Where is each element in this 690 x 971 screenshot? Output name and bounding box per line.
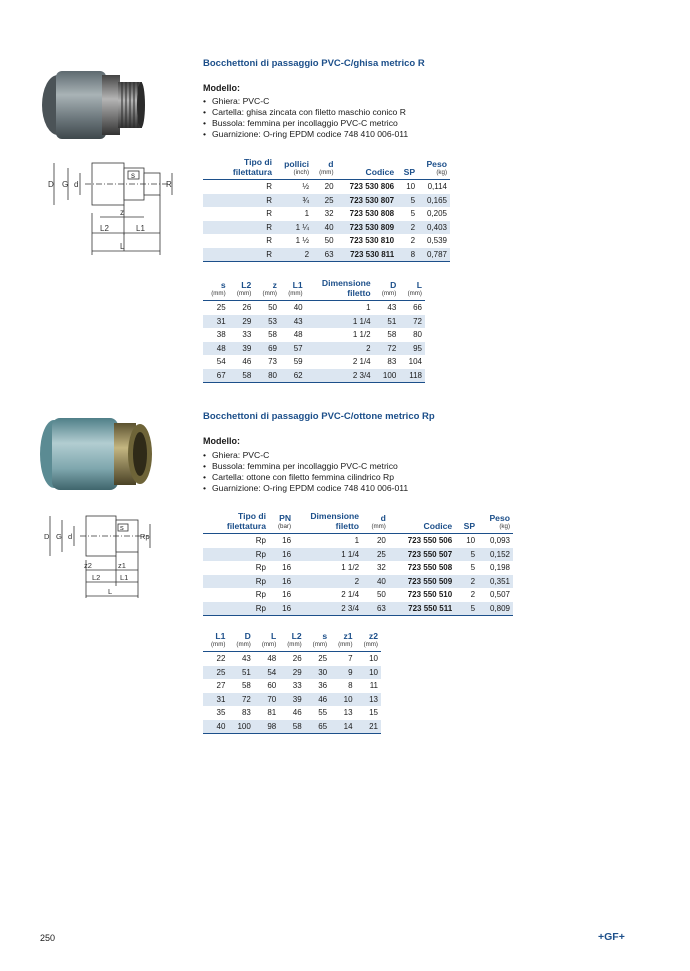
table-cell: 58	[241, 681, 251, 690]
col-header: d (mm)	[312, 157, 337, 180]
table-row	[203, 180, 450, 194]
table-cell: 10	[356, 666, 381, 680]
table-cell: 16	[282, 536, 292, 545]
table-cell: 2	[470, 590, 476, 599]
table-cell: 1 1/2	[341, 563, 360, 572]
table-cell: 0,152	[478, 548, 513, 562]
table-cell: 29	[279, 666, 304, 680]
table-cell: 2	[306, 342, 374, 356]
col-header: pollici (inch)	[275, 157, 312, 180]
table-cell: 2	[294, 575, 362, 589]
col-header: L2 (mm)	[229, 278, 255, 301]
table-cell: 8	[348, 681, 353, 690]
table-cell: 723 550 507	[389, 548, 455, 562]
table-cell: 43	[241, 654, 251, 663]
table-cell: 10	[466, 536, 476, 545]
table-cell: 15	[369, 708, 378, 717]
table-cell: 22	[216, 654, 226, 663]
col-header: Tipo di filettatura	[203, 157, 275, 180]
table-row	[203, 666, 381, 680]
table-cell: 25	[216, 303, 226, 312]
table-cell: 26	[292, 654, 302, 663]
table-cell: 723 550 511	[389, 602, 455, 616]
table-cell: 2 1/4	[352, 357, 371, 366]
table-row	[203, 342, 425, 356]
table-cell: 53	[254, 315, 280, 329]
bullet-item: • Guarnizione: O-ring EPDM codice 748 410 006-011	[203, 129, 408, 140]
label-L: L	[108, 587, 113, 596]
table-cell: 80	[254, 369, 280, 383]
section-title: Bocchettoni di passaggio PVC-C/ghisa metrico R	[203, 58, 425, 69]
table-cell: 25	[362, 548, 389, 562]
table-cell: 43	[280, 315, 306, 329]
table-cell: 0,539	[426, 236, 447, 245]
table-cell: 723 530 810	[349, 236, 395, 245]
col-header: z2 (mm)	[356, 631, 381, 652]
table-cell: 2 3/4	[306, 369, 374, 383]
table-cell: 29	[229, 315, 255, 329]
col-header: L (mm)	[399, 278, 425, 301]
table-cell: 13	[343, 708, 353, 717]
table-row	[203, 534, 513, 548]
table-cell: 723 530 807	[337, 194, 398, 208]
table-cell: 723 550 506	[407, 536, 453, 545]
label-L: L	[120, 242, 125, 251]
col-header: L1 (mm)	[280, 278, 306, 301]
table-cell: 62	[280, 369, 306, 383]
table-cell: 32	[324, 209, 334, 218]
label-z2: z2	[84, 561, 92, 570]
table-cell: 1 ½	[295, 236, 310, 245]
table-cell: 5	[397, 194, 418, 208]
table-cell: 31	[203, 315, 229, 329]
table-cell: 0,351	[478, 575, 513, 589]
table-cell: 2	[410, 236, 416, 245]
table-cell: ¾	[275, 194, 312, 208]
table-cell: 1 ¼	[275, 221, 312, 235]
bullet-item: • Guarnizione: O-ring EPDM codice 748 410 006-011	[203, 483, 408, 494]
table-cell: 10	[406, 182, 416, 191]
table-cell: R	[266, 236, 272, 245]
table-cell: 2	[275, 248, 312, 262]
table-cell: ½	[302, 182, 310, 191]
label-L2: L2	[92, 573, 101, 582]
label-G: G	[56, 532, 62, 541]
table-row	[203, 561, 513, 575]
table-cell: 11	[369, 681, 378, 690]
table-cell: 5	[455, 548, 478, 562]
table-cell: 32	[376, 563, 386, 572]
table-cell: 67	[203, 369, 229, 383]
table-cell: 0,198	[489, 563, 510, 572]
table-cell: 54	[216, 357, 226, 366]
col-header: L (mm)	[254, 631, 279, 652]
table-cell: 63	[312, 248, 337, 262]
table-cell: 5	[410, 209, 416, 218]
table-cell: 46	[242, 357, 252, 366]
table-cell: 48	[293, 330, 303, 339]
technical-drawing-1	[40, 155, 190, 260]
table-cell: 72	[228, 693, 253, 707]
table-row	[203, 355, 425, 369]
section-title: Bocchettoni di passaggio PVC-C/ottone metrico Rp	[203, 411, 435, 422]
col-header: Codice	[337, 157, 398, 180]
table-cell: 9	[330, 666, 355, 680]
col-header: Codice	[389, 511, 455, 534]
table-row	[203, 315, 425, 329]
table-row	[203, 679, 381, 693]
table-cell: 46	[292, 708, 302, 717]
table-cell: 20	[324, 182, 334, 191]
table-row	[203, 328, 425, 342]
label-d: d	[68, 532, 73, 541]
table-cell: 40	[362, 575, 389, 589]
table-cell: 50	[324, 236, 334, 245]
table-cell: 73	[268, 357, 277, 366]
table-cell: R	[203, 194, 275, 208]
label-d: d	[74, 180, 79, 189]
table-cell: 723 530 811	[337, 248, 398, 262]
table-cell: 100	[374, 369, 400, 383]
table-cell: 31	[203, 693, 228, 707]
table-cell: 72	[374, 342, 400, 356]
table-cell: 16	[269, 548, 294, 562]
table-cell: 5	[455, 602, 478, 616]
table-row	[203, 207, 450, 221]
col-header: Peso (kg)	[418, 157, 450, 180]
table-cell: 1 1/4	[294, 548, 362, 562]
dimension-table-2	[203, 631, 381, 734]
col-header: d (mm)	[362, 511, 389, 534]
col-header: Dimensione filetto	[306, 278, 374, 301]
table-cell: 5	[470, 563, 476, 572]
table-row	[203, 369, 425, 383]
table-cell: R	[203, 221, 275, 235]
table-cell: 51	[374, 315, 400, 329]
table-cell: 10	[369, 654, 378, 663]
label-G: G	[62, 180, 69, 189]
table-cell: Rp	[203, 548, 269, 562]
table-cell: 38	[216, 330, 226, 339]
table-cell: 54	[254, 666, 279, 680]
table-cell: 48	[267, 654, 277, 663]
table-cell: 16	[282, 563, 292, 572]
table-cell: Rp	[255, 563, 266, 572]
table-cell: 40	[293, 303, 303, 312]
table-cell: 40	[312, 221, 337, 235]
table-cell: 1	[304, 209, 310, 218]
col-header: Peso (kg)	[478, 511, 513, 534]
table-cell: 83	[387, 357, 397, 366]
label-Rp: Rp	[140, 532, 150, 541]
table-cell: 81	[267, 708, 277, 717]
table-cell: 58	[229, 369, 255, 383]
table-cell: 55	[318, 708, 328, 717]
model-heading: Modello:	[203, 436, 240, 446]
table-cell: 72	[399, 315, 425, 329]
table-row	[203, 248, 450, 262]
table-cell: R	[266, 209, 272, 218]
table-cell: 104	[408, 357, 422, 366]
table-cell: 58	[387, 330, 397, 339]
table-cell: 0,809	[478, 602, 513, 616]
col-header: SP	[455, 511, 478, 534]
table-row	[203, 221, 450, 235]
table-row	[203, 548, 513, 562]
col-header: s (mm)	[203, 278, 229, 301]
table-cell: 0,165	[418, 194, 450, 208]
table-cell: 1	[366, 303, 371, 312]
col-header: L2 (mm)	[279, 631, 304, 652]
bullet-item: • Bussola: femmina per incollaggio PVC-C metrico	[203, 461, 408, 472]
table-cell: 0,114	[427, 182, 447, 191]
table-cell: 723 530 809	[337, 221, 398, 235]
label-D: D	[44, 532, 50, 541]
table-cell: 723 550 508	[407, 563, 453, 572]
table-cell: 58	[279, 720, 304, 734]
table-cell: 16	[282, 590, 292, 599]
spec-table-2	[203, 511, 513, 616]
table-cell: Rp	[255, 590, 266, 599]
model-heading: Modello:	[203, 83, 240, 93]
table-cell: 723 530 808	[349, 209, 395, 218]
col-header: L1 (mm)	[203, 631, 228, 652]
technical-drawing-2	[40, 510, 170, 602]
table-cell: 36	[318, 681, 328, 690]
table-row	[203, 588, 513, 602]
table-cell: 50	[268, 303, 277, 312]
table-cell: 50	[376, 590, 386, 599]
table-cell: 69	[254, 342, 280, 356]
table-cell: 26	[242, 303, 252, 312]
table-cell: Rp	[203, 602, 269, 616]
table-cell: 0,787	[418, 248, 450, 262]
table-cell: 723 550 510	[407, 590, 453, 599]
label-s: s	[131, 171, 135, 180]
table-cell: 33	[292, 681, 302, 690]
bullet-item: • Cartella: ghisa zincata con filetto maschio conico R	[203, 107, 408, 118]
table-row	[203, 194, 450, 208]
bullet-item: • Cartella: ottone con filetto femmina cilindrico Rp	[203, 472, 408, 483]
table-cell: 100	[228, 720, 253, 734]
table-cell: 25	[318, 654, 328, 663]
table-cell: 14	[330, 720, 355, 734]
table-cell: 2 3/4	[294, 602, 362, 616]
table-cell: 40	[203, 720, 228, 734]
table-cell: 1 1/2	[352, 330, 371, 339]
table-cell: 8	[397, 248, 418, 262]
table-cell: 39	[279, 693, 304, 707]
table-cell: 70	[254, 693, 279, 707]
table-cell: 58	[268, 330, 277, 339]
gf-logo: +GF+	[598, 931, 625, 943]
col-header: PN (bar)	[269, 511, 294, 534]
table-cell: 60	[267, 681, 277, 690]
table-cell: 25	[312, 194, 337, 208]
table-cell: 7	[348, 654, 353, 663]
table-cell: 0,507	[489, 590, 510, 599]
label-s: s	[120, 523, 124, 532]
table-cell: 51	[228, 666, 253, 680]
col-header: SP	[397, 157, 418, 180]
table-cell: 66	[413, 303, 422, 312]
table-cell: 723 530 806	[349, 182, 395, 191]
table-cell: 10	[330, 693, 355, 707]
col-header: Dimensione filetto	[294, 511, 362, 534]
label-z: z	[120, 208, 124, 217]
table-cell: Rp	[255, 536, 266, 545]
table-row	[203, 575, 513, 589]
table-cell: 39	[229, 342, 255, 356]
table-row	[203, 301, 425, 315]
model-bullets	[203, 450, 408, 494]
model-bullets	[203, 96, 408, 140]
col-header: s (mm)	[305, 631, 330, 652]
bullet-item: • Bussola: femmina per incollaggio PVC-C metrico	[203, 118, 408, 129]
dimension-table-1	[203, 278, 425, 383]
table-cell: 16	[269, 575, 294, 589]
table-cell: 95	[399, 342, 425, 356]
table-row	[203, 602, 513, 616]
col-header: z1 (mm)	[330, 631, 355, 652]
table-cell: 13	[356, 693, 381, 707]
table-cell: 16	[269, 602, 294, 616]
table-cell: 2 1/4	[341, 590, 360, 599]
table-cell: 98	[254, 720, 279, 734]
table-cell: 723 550 509	[389, 575, 455, 589]
table-cell: 1	[354, 536, 360, 545]
table-cell: 1 1/4	[306, 315, 374, 329]
table-cell: 43	[387, 303, 397, 312]
col-header: z (mm)	[254, 278, 280, 301]
table-cell: 46	[305, 693, 330, 707]
label-R: R	[166, 180, 172, 189]
page-number: 250	[40, 933, 56, 943]
spec-table-1	[203, 157, 450, 262]
table-cell: 0,403	[418, 221, 450, 235]
table-cell: 30	[305, 666, 330, 680]
table-cell: 2	[455, 575, 478, 589]
label-D: D	[48, 180, 54, 189]
table-cell: 80	[413, 330, 422, 339]
col-header: Tipo di filettatura	[203, 511, 269, 534]
table-cell: 2	[397, 221, 418, 235]
table-cell: 0,205	[426, 209, 447, 218]
table-row	[203, 652, 381, 666]
label-L2: L2	[100, 224, 109, 233]
table-cell: 21	[356, 720, 381, 734]
bullet-item: • Ghiera: PVC-C	[203, 450, 408, 461]
table-cell: 59	[293, 357, 303, 366]
label-L1: L1	[136, 224, 145, 233]
table-row	[203, 693, 381, 707]
table-cell: 0,093	[489, 536, 510, 545]
table-cell: 35	[216, 708, 226, 717]
table-cell: 83	[241, 708, 251, 717]
table-cell: 57	[280, 342, 306, 356]
table-cell: 25	[203, 666, 228, 680]
col-header: D (mm)	[228, 631, 253, 652]
table-cell: 48	[203, 342, 229, 356]
product-photo-pvc-ottone	[36, 408, 154, 500]
table-cell: 33	[242, 330, 252, 339]
table-row	[203, 706, 381, 720]
product-photo-pvc-ghisa	[36, 58, 148, 152]
bullet-item: • Ghiera: PVC-C	[203, 96, 408, 107]
table-row	[203, 720, 381, 734]
table-cell: Rp	[203, 575, 269, 589]
label-z1: z1	[118, 561, 126, 570]
table-cell: R	[266, 182, 272, 191]
col-header: D (mm)	[374, 278, 400, 301]
table-cell: 27	[216, 681, 226, 690]
table-cell: 65	[305, 720, 330, 734]
table-row	[203, 234, 450, 248]
table-cell: 118	[399, 369, 425, 383]
table-cell: 20	[376, 536, 386, 545]
table-cell: 63	[362, 602, 389, 616]
label-L1: L1	[120, 573, 129, 582]
table-cell: R	[203, 248, 275, 262]
